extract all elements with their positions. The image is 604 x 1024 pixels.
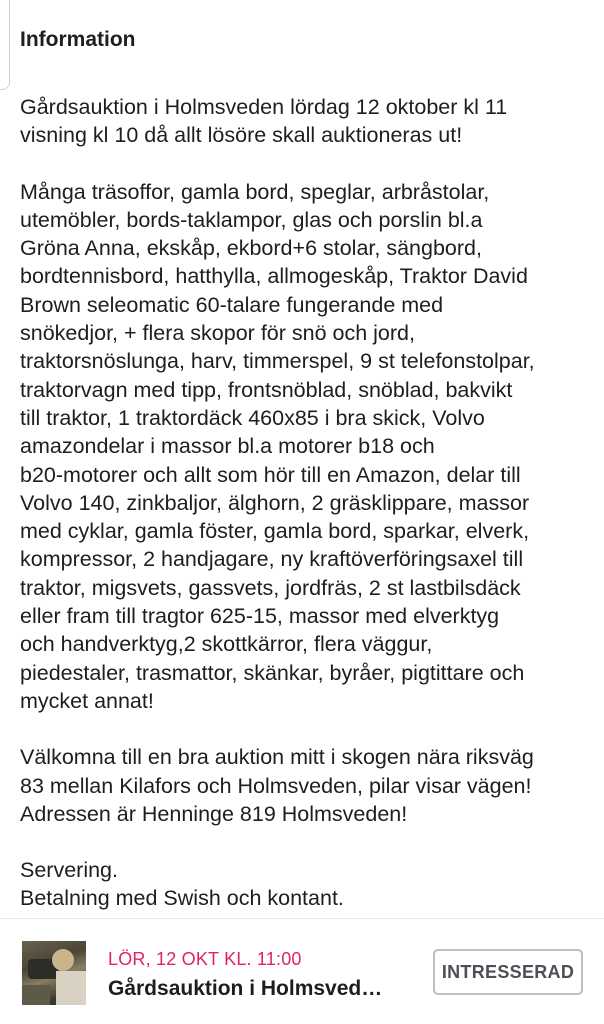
event-thumbnail[interactable] (22, 941, 86, 1005)
section-title: Information (20, 28, 136, 51)
event-date: LÖR, 12 OKT KL. 11:00 (108, 949, 302, 969)
info-paragraph-payment: Servering. Betalning med Swish och kontant. (20, 858, 344, 911)
interested-button[interactable]: INTRESSERAD (433, 949, 583, 995)
event-title[interactable]: Gårdsauktion i Holmsved… (108, 977, 383, 1000)
info-paragraph-directions: Välkomna till en bra auktion mitt i skogen nära riksväg 83 mellan Kilafors och Holmsveden, pilar visar vägen! Adressen är Henninge 819 Holmsveden! (20, 745, 534, 826)
info-paragraph-intro: Gårdsauktion i Holmsveden lördag 12 oktober kl 11 visning kl 10 då allt lösöre skall auktioneras ut! (20, 95, 508, 148)
info-paragraph-items: Många träsoffor, gamla bord, speglar, arbråstolar, utemöbler, bords-taklampor, glas och porslin bl.a Gröna Anna, ekskåp, ekbord+6 stolar, sängbord, bordtennisbord, hatthylla, allmogeskåp, Traktor David Brown seleomatic 60-talare fungerande med snökedjor, + flera skopor för snö och jord, traktorsnöslunga, harv, timmerspel, 9 st telefonstolpar, traktorvagn med tipp, frontsnöblad, snöblad, bakvikt till traktor, 1 traktordäck 460x85 i bra skick, Volvo amazondelar i massor bl.a motorer b18 och b20-motorer och allt som hör till en Amazon, delar till Volvo 140, zinkbaljor, älghorn, 2 gräsklippare, massor med cyklar, gamla föster, gamla bord, sparkar, elverk, kompressor, 2 handjagare, ny kraftöverföringsaxel till traktor, migsvets, gassvets, jordfräs, 2 st lastbilsdäck eller fram till tragtor 625-15, massor med elverktyg och handverktyg,2 skottkärror, flera väggur, piedestaler, trasmattor, skänkar, byråer, pigtittare och mycket annat! (20, 179, 535, 713)
event-summary-bar (0, 919, 604, 1024)
